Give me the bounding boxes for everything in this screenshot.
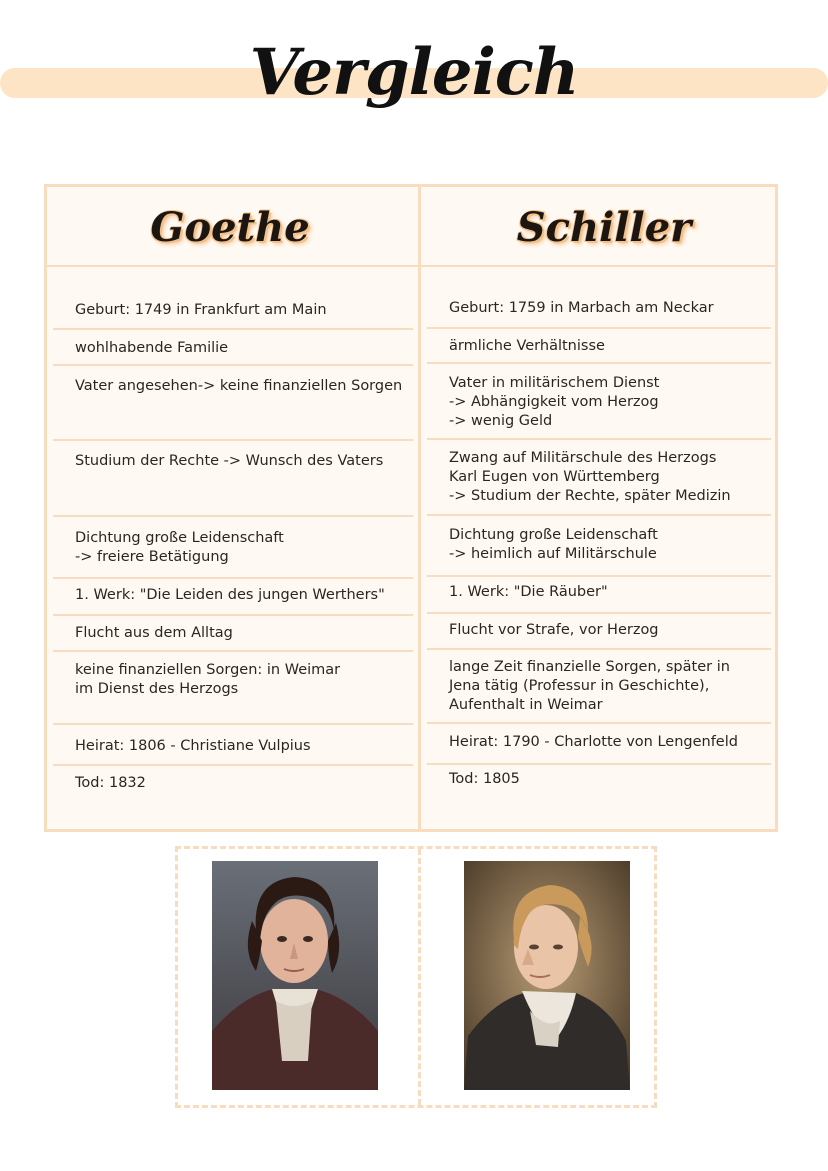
row-separator — [53, 723, 413, 725]
goethe-portrait — [212, 861, 378, 1090]
row-separator — [427, 763, 771, 765]
row-separator — [427, 575, 771, 577]
row-separator — [53, 614, 413, 616]
goethe-birth: Geburt: 1749 in Frankfurt am Main — [75, 302, 327, 318]
header-goethe: Goethe — [150, 203, 310, 251]
goethe-death: Tod: 1832 — [75, 775, 146, 791]
header-schiller: Schiller — [516, 203, 692, 251]
row-separator — [53, 764, 413, 766]
schiller-escape: Flucht vor Strafe, vor Herzog — [449, 622, 659, 638]
row-separator — [427, 514, 771, 516]
row-separator — [427, 612, 771, 614]
goethe-escape: Flucht aus dem Alltag — [75, 625, 233, 641]
row-separator — [53, 328, 413, 330]
comparison-table — [44, 184, 778, 832]
goethe-first-work: 1. Werk: "Die Leiden des jungen Werthers" — [75, 587, 385, 603]
schiller-portrait — [464, 861, 630, 1090]
row-separator — [53, 439, 413, 441]
goethe-father: Vater angesehen-> keine finanziellen Sorgen — [75, 378, 403, 394]
row-separator — [53, 364, 413, 366]
row-separator — [53, 577, 413, 579]
row-separator — [427, 362, 771, 364]
goethe-family: wohlhabende Familie — [75, 340, 229, 356]
goethe-poetry: Dichtung große Leidenschaft -> freiere Betätigung — [75, 530, 284, 565]
schiller-marriage: Heirat: 1790 - Charlotte von Lengenfeld — [449, 734, 738, 750]
goethe-marriage: Heirat: 1806 - Christiane Vulpius — [75, 738, 311, 754]
schiller-poetry: Dichtung große Leidenschaft -> heimlich auf Militärschule — [449, 527, 658, 562]
page-title: Vergleich — [249, 35, 579, 110]
goethe-finances: keine finanziellen Sorgen: in Weimar im Dienst des Herzogs — [75, 662, 341, 697]
column-divider — [418, 187, 421, 829]
schiller-family: ärmliche Verhältnisse — [449, 338, 605, 354]
schiller-first-work: 1. Werk: "Die Räuber" — [449, 584, 608, 600]
row-separator — [427, 438, 771, 440]
header-separator — [47, 265, 775, 267]
schiller-studies: Zwang auf Militärschule des Herzogs Karl Eugen von Württemberg -> Studium der Rechte, später Medizin — [449, 450, 731, 504]
schiller-death: Tod: 1805 — [449, 771, 520, 787]
row-separator — [427, 648, 771, 650]
row-separator — [427, 327, 771, 329]
row-separator — [427, 722, 771, 724]
schiller-birth: Geburt: 1759 in Marbach am Neckar — [449, 300, 714, 316]
schiller-finances: lange Zeit finanzielle Sorgen, später in Jena tätig (Professur in Geschichte), Aufenthalt in Weimar — [449, 659, 730, 713]
portraits-frame — [175, 846, 657, 1108]
goethe-studies: Studium der Rechte -> Wunsch des Vaters — [75, 453, 384, 469]
schiller-father: Vater in militärischem Dienst -> Abhängigkeit vom Herzog -> wenig Geld — [449, 375, 660, 429]
row-separator — [53, 650, 413, 652]
portraits-divider — [418, 849, 421, 1105]
row-separator — [53, 515, 413, 517]
